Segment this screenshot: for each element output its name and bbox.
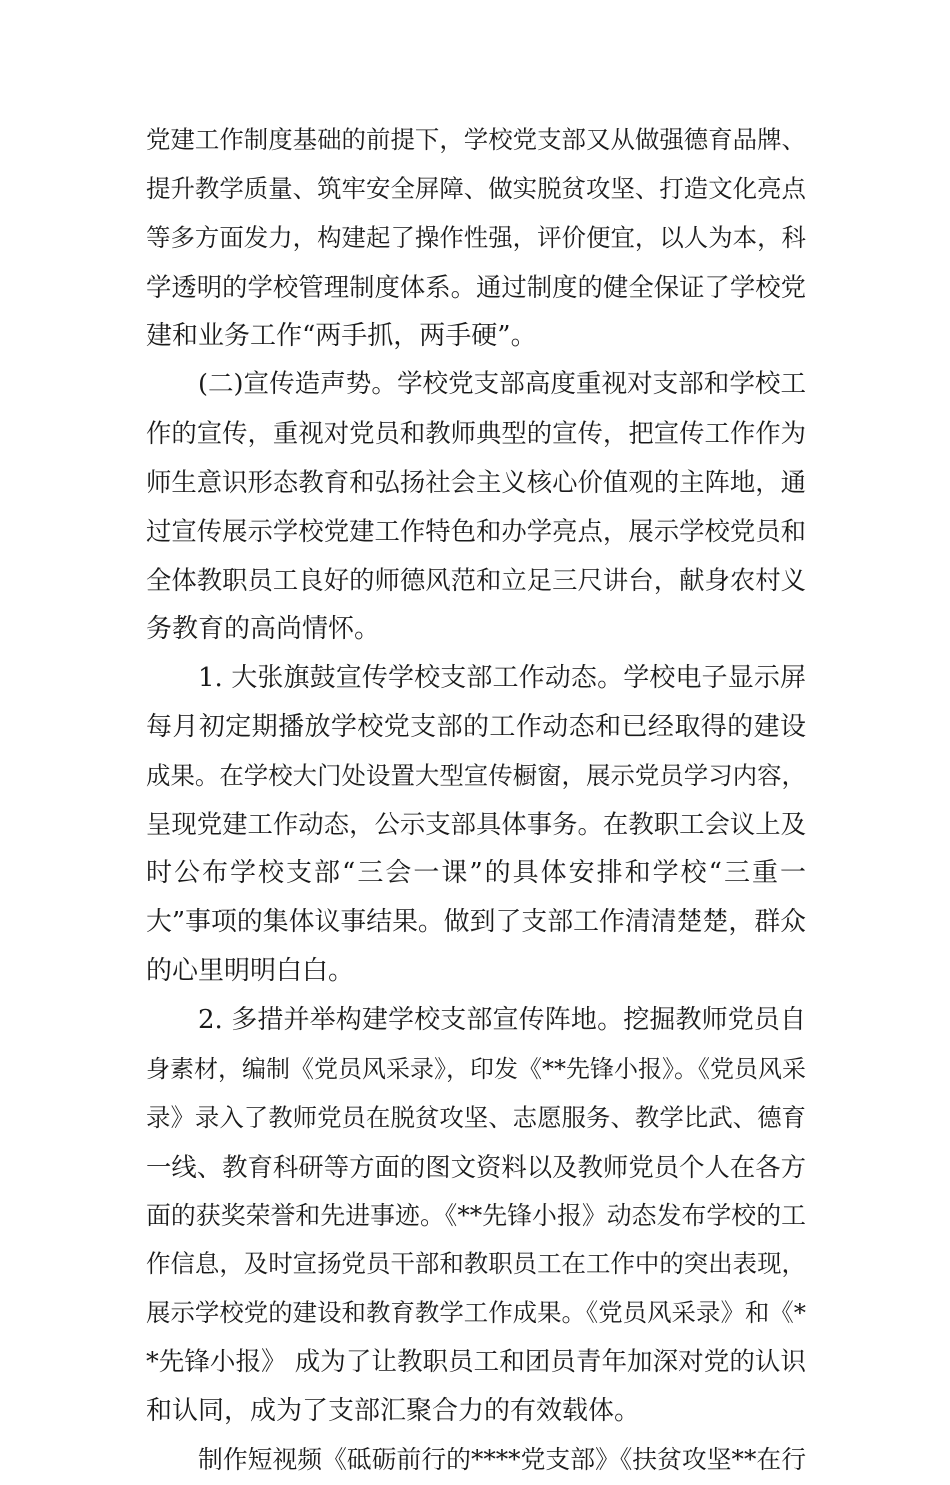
text-line: 建和业务工作“两手抓，两手硬”。 (146, 320, 537, 351)
document-body (146, 116, 806, 1485)
text-line: 成果。在学校大门处设置大型宣传橱窗，展示党员学习内容， (146, 760, 806, 790)
text-line: 展示学校党的建设和教育教学工作成果。《党员风采录》和《* (146, 1298, 806, 1328)
text-line: 作信息，及时宣扬党员干部和教职员工在工作中的突出表现， (146, 1249, 806, 1279)
text-line: 党建工作制度基础的前提下，学校党支部又从做强德育品牌、 (146, 125, 806, 154)
text-line: 作的宣传，重视对党员和教师典型的宣传，把宣传工作作为 (146, 418, 806, 449)
text-line: 时公布学校支部“三会一课”的具体安排和学校“三重一 (146, 858, 806, 889)
text-line: *先锋小报》 成为了让教职员工和团员青年加深对党的认识 (146, 1347, 806, 1378)
text-line: 过宣传展示学校党建工作特色和办学亮点，展示学校党员和 (146, 516, 806, 547)
text-line: 师生意识形态教育和弘扬社会主义核心价值观的主阵地，通 (146, 467, 806, 498)
text-line: 制作短视频《砥砺前行的****党支部》《扶贫攻坚**在行 (198, 1445, 806, 1475)
text-line: 2. 多措并举构建学校支部宣传阵地。挖掘教师党员自 (198, 1005, 806, 1036)
text-line: 面的获奖荣誉和先进事迹。《**先锋小报》动态发布学校的工 (146, 1200, 806, 1230)
text-line: 一线、教育科研等方面的图文资料以及教师党员个人在各方 (146, 1151, 806, 1182)
text-line: 身素材，编制《党员风采录》，印发《**先锋小报》。《党员风采 (146, 1054, 806, 1083)
text-line: 等多方面发力，构建起了操作性强，评价便宜，以人为本，科 (146, 222, 806, 252)
text-line: 1. 大张旗鼓宣传学校支部工作动态。学校电子显示屏 (198, 662, 806, 693)
text-line: 和认同，成为了支部汇聚合力的有效载体。 (146, 1396, 641, 1427)
text-line: 呈现党建工作动态，公示支部具体事务。在教职工会议上及 (146, 809, 806, 840)
text-line: 学透明的学校管理制度体系。通过制度的健全保证了学校党 (146, 271, 806, 302)
text-line: 大”事项的集体议事结果。做到了支部工作清清楚楚，群众 (146, 907, 806, 938)
text-line: 提升教学质量、筑牢安全屏障、做实脱贫攻坚、打造文化亮点 (146, 173, 806, 203)
text-line: (二)宣传造声势。学校党支部高度重视对支部和学校工 (198, 369, 806, 400)
text-line: 务教育的高尚情怀。 (146, 613, 381, 644)
text-line: 录》录入了教师党员在脱贫攻坚、志愿服务、教学比武、德育 (146, 1102, 806, 1132)
text-line: 每月初定期播放学校党支部的工作动态和已经取得的建设 (146, 711, 806, 742)
text-line: 的心里明明白白。 (146, 956, 355, 987)
text-line: 全体教职员工良好的师德风范和立足三尺讲台，献身农村义 (146, 565, 806, 596)
